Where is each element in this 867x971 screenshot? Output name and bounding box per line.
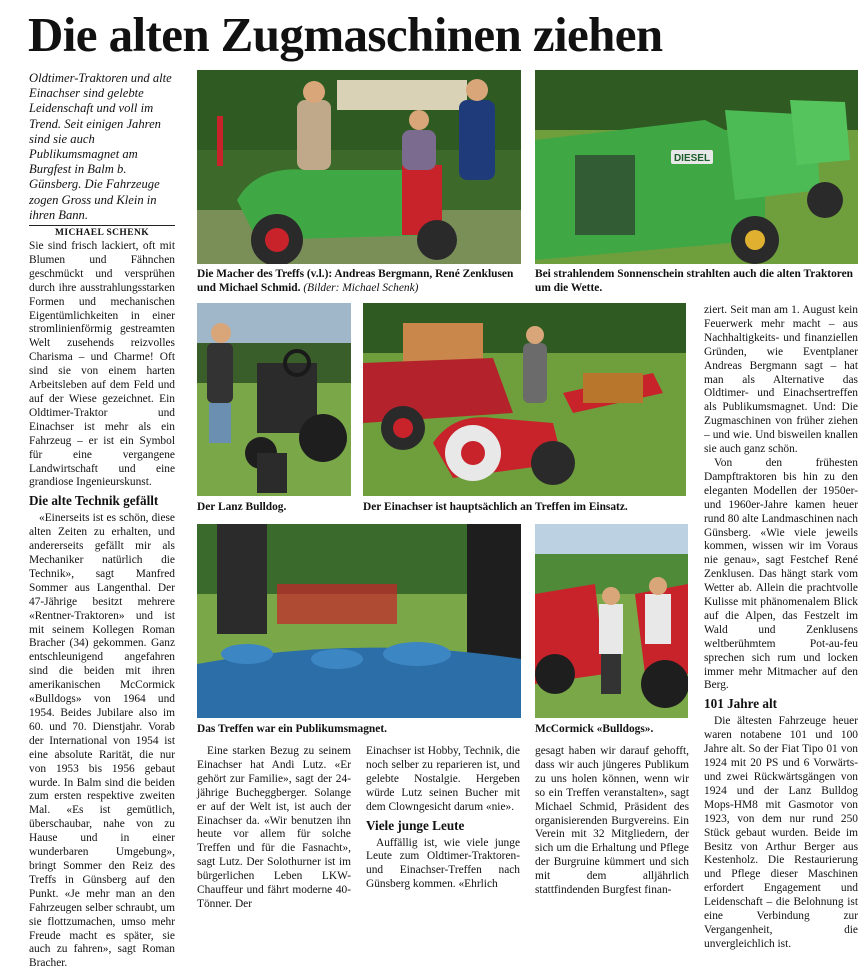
caption-crowd [197,722,521,736]
subheading-alte-technik: Die alte Technik gefällt [29,493,159,509]
col3-paragraph-1: Einachser ist Hobby, Technik, die noch selber zu reparieren ist, und gelebte Nostalgie. Hergeben würde Lutz seinen Bucher mit dem Clowngesicht darum «nie». [366,745,520,813]
col1-paragraph-1: Sie sind frisch lackiert, oft mit Blumen und Fähnchen geschmückt und versprühen durch ihre ausstrahlungsstarken Formen und mechanischen Eigentümlichkeiten in einer stromlinienförmig gestreamten Welt zusehends reizvolles Charisma – und Charme! Oft sind sie von einem harten Arbeitsleben auf dem Feld und auf der Wiese gezeichnet. Ein Oldtimer-Traktor und Einachser ist mehr als ein Fahrzeug – er ist ein Symbol für eine vergangene Landwirtschaft und eine grandiose Ingenieurskunst. [29,240,175,489]
photo-einachser [363,303,686,496]
byline: MICHAEL SCHENK [29,225,175,238]
col5-paragraph-3: Die ältesten Fahrzeuge heuer waren notabene 101 und 100 Jahre alt. So der Fiat Tipo 01 von 1924 mit 20 PS und 6 Vorwärts- und zwei Rückwärtsgängen von 1924 und der Lanz Bulldog Mops-HM8 mit Gasmotor von 1923, von dem nur rund 250 Stück gebaut wurden. Beide im Besitz von Arthur Berger aus Kestenholz. Die Restaurierung und Pflege dieser Maschinen erfordert Engagement und Leidenschaft – die Belohnung ist eine Verbindung zur Vergangenheit, die unvergleichlich ist. [704,715,858,950]
col3-paragraph-2: Auffällig ist, wie viele junge Leute zum Oldtimer-Traktoren- und Einachser-Treffen nach Günsberg kommen. «Ehrlich [366,836,520,891]
photo-crowd-blue-tractor [197,524,521,718]
headline: Die alten Zugmaschinen ziehen [28,7,663,62]
column-1 [29,240,175,971]
column-3 [366,745,520,892]
caption-mccormick-text: McCormick «Bulldogs». [535,723,654,735]
col5-paragraph-1: ziert. Seit man am 1. August kein Feuerwerk mehr macht – aus Nachhaltigkeits- und finanziellen Gründen, wie Eventplaner Andreas Bergmann sagt – hat man als Alternative das Oldtimer- und Einachsertreffen als Publikumsmagnet. Und: Die Zugmaschinen von früher ziehen – und wie. Und bisweilen knallen sie auch ganz schön. [704,304,858,456]
column-5 [704,304,858,952]
subheading-junge-leute: Viele junge Leute [366,817,465,833]
photo-green-tractors [535,70,858,264]
photo-mccormick [535,524,688,718]
subheading-101-jahre: 101 Jahre alt [704,696,778,712]
caption-lanz-bulldog-text: Der Lanz Bulldog. [197,501,287,513]
photo-organisers [197,70,521,264]
caption-organisers-text: Die Macher des Treffs (v.l.): Andreas Bergmann, René Zenklusen und Michael Schmid. [197,268,514,294]
caption-crowd-text: Das Treffen war ein Publikumsmagnet. [197,723,387,735]
caption-organisers [197,267,521,295]
diesel-badge: DIESEL [673,153,711,164]
caption-einachser [363,500,686,514]
caption-lanz-bulldog [197,500,351,514]
column-4 [535,745,689,898]
caption-green-tractors-text: Bei strahlendem Sonnenschein strahlten auch die alten Traktoren um die Wette. [535,268,854,294]
caption-einachser-text: Der Einachser ist hauptsächlich an Treffen im Einsatz. [363,501,628,513]
photo-credit: (Bilder: Michael Schenk) [303,282,419,294]
photo-lanz-bulldog [197,303,351,496]
col5-paragraph-2: Von den frühesten Dampftraktoren bis hin zu den eleganten Modellen der 1950er- und 1960er-Jahre kamen heuer rund 80 alte Landmaschinen nach Günsberg. «Wie viele jeweils kommen, wissen wir im Voraus nie genau», sagt Festchef René Zenklusen. Das hängt stark vom Wetter ab. Allein die prachtvolle Kulisse mit phänomenalem Blick auf die Alpen, das Festzelt im Wald und Zenklusens weltberühmtem Pot-au-feu sprechen sich rum und locken immer mehr Mitmacher auf den Berg. [704,456,858,692]
col4-paragraph: gesagt haben wir darauf gehofft, dass wir auch jüngeres Publikum zu uns holen können, wenn wir so ein Treffen veranstalten», sagt Michael Schmid, Präsident des organisierenden Burgvereins. Ein Verein mit 32 Mitgliedern, der sich um die Erhaltung und Pflege der Burgruine kümmert und sich mit dem alljährlich stattfindenden Burgfest finan- [535,745,689,897]
caption-mccormick [535,722,688,736]
col1-paragraph-2: «Einerseits ist es schön, diese alten Zeiten zu erhalten, und andererseits gefällt mir als Mechaniker natürlich die Technik», sagt Manfred Sommer aus Langenthal. Der 47-Jährige besitzt mehrere «Rentner-Traktoren» und ist mit seinem Kollegen Roman Bracher (34) gekommen. Ganz entschleunigend angefahren sind die beiden mit ihren amerikanischen McCormick «Bulldogs» von 1964 und 1954. Beides Jubilare also im 60. und 70. Dienstjahr. Vorab der International von 1954 ist eine absolute Rarität, die nur von 1953 bis 1956 gebaut wurde. In Balm sind die beiden zum ersten respektive zweiten Mal. «Es ist gemütlich, überschaubar, nahe von zu Hause und in einer wunderbaren Umgebung», bringt Sommer den Reiz des Treffs in Günsberg auf den Punkt. «Je mehr man an den Fahrzeugen selber schraubt, um sie flottzumachen, umso mehr Freude macht es später, sie auch zu fahren», sagt Roman Bracher. [29,512,175,970]
lead-paragraph: Oldtimer-Traktoren und alte Einachser sind gelebte Leidenschaft und voll im Trend. Seit einigen Jahren sind sie auch Publikumsmagnet am Burgfest in Balm b. Günsberg. Die Fahrzeuge zogen Gross und Klein in ihren Bann. [29,71,172,222]
col2-paragraph: Eine starken Bezug zu seinem Einachser hat Andi Lutz. «Er gehört zur Familie», sagt der 24-jährige Bucheggberger. Solange er auf der Welt ist, ist auch der Einachser da. «Wir benutzen ihn heute vor allem für solche Treffen und für die Fasnacht», sagt Lutz. Der Solothurner ist im bürgerlichen Leben LKW-Chauffeur und fährt moderne 40-Tönner. Der [197,745,351,910]
caption-green-tractors [535,267,853,295]
column-2 [197,745,351,912]
